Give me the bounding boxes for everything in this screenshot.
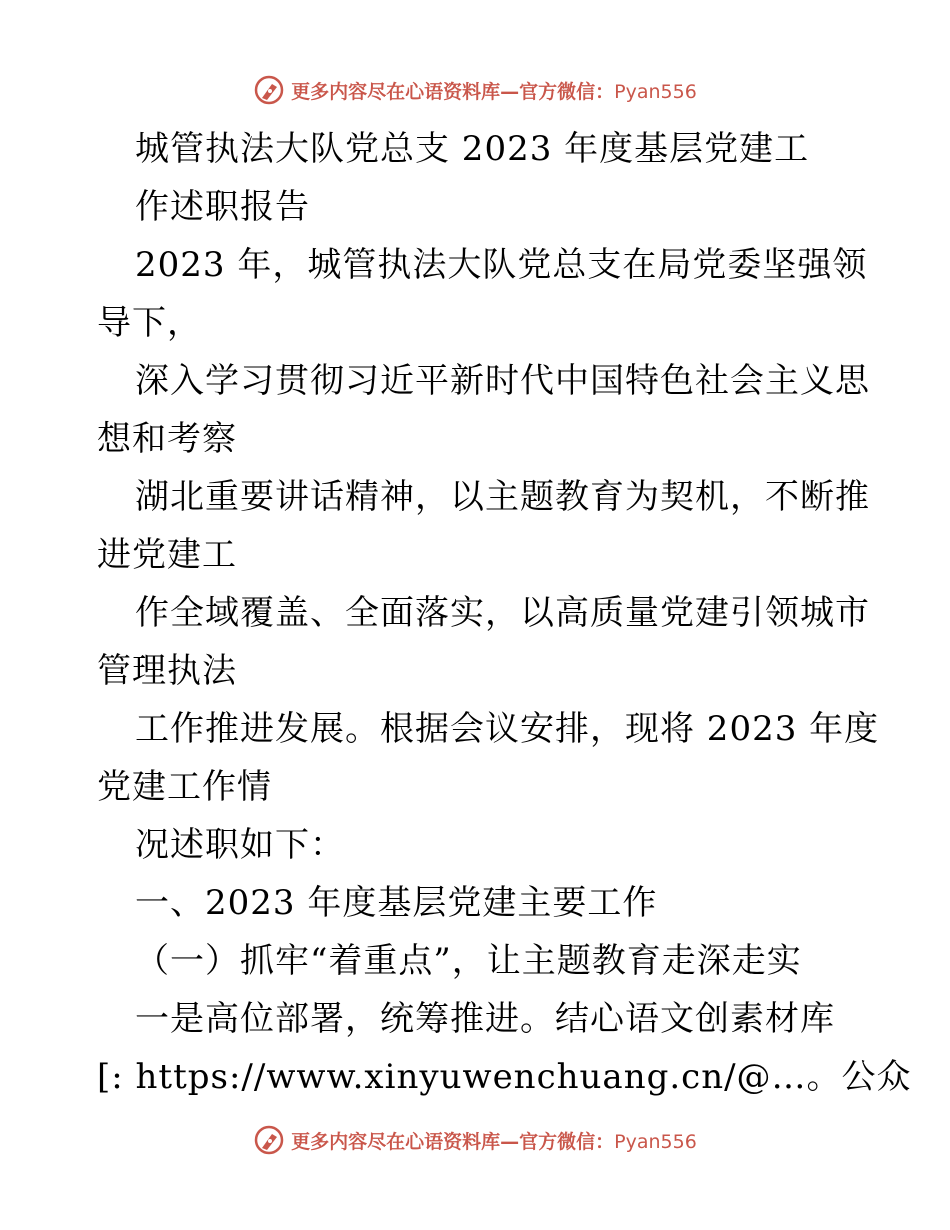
header-watermark-banner xyxy=(0,70,950,110)
footer-watermark-banner xyxy=(0,1120,950,1160)
pen-nib-logo-icon xyxy=(253,1124,285,1156)
pen-nib-logo-icon xyxy=(253,74,285,106)
header-watermark-text: 更多内容尽在心语资料库—官方微信：Pyan556 xyxy=(291,80,697,103)
document-line: 工作推进发展。根据会议安排，现将 2023 年度 xyxy=(135,709,880,749)
document-line: 况述职如下： xyxy=(135,825,345,865)
document-line: 管理执法 xyxy=(97,651,237,691)
document-body xyxy=(97,120,912,1106)
document-line: 进党建工 xyxy=(97,535,237,575)
document-line: 湖北重要讲话精神，以主题教育为契机，不断推 xyxy=(135,477,870,517)
header-wechat-id: Pyan556 xyxy=(614,80,697,103)
document-line: 作述职报告 xyxy=(135,187,310,227)
document-line: 想和考察 xyxy=(97,419,237,459)
document-line: 党建工作情 xyxy=(97,767,272,807)
document-line: 深入学习贯彻习近平新时代中国特色社会主义思 xyxy=(135,361,870,401)
footer-wechat-id: Pyan556 xyxy=(614,1130,697,1153)
document-line: （一）抓牢“着重点”，让主题教育走深走实 xyxy=(135,941,802,981)
document-line: [: https://www.xinyuwenchuang.cn/@…。公众 xyxy=(97,1057,912,1097)
document-line: 城管执法大队党总支 2023 年度基层党建工 xyxy=(135,129,810,169)
document-line: 一是高位部署，统筹推进。结心语文创素材库 xyxy=(135,999,835,1039)
document-line: 导下， xyxy=(97,303,202,343)
document-line: 一、2023 年度基层党建主要工作 xyxy=(135,883,658,923)
footer-watermark-text: 更多内容尽在心语资料库—官方微信：Pyan556 xyxy=(291,1130,697,1153)
document-line: 2023 年，城管执法大队党总支在局党委坚强领 xyxy=(135,245,868,285)
document-line: 作全域覆盖、全面落实，以高质量党建引领城市 xyxy=(135,593,870,633)
